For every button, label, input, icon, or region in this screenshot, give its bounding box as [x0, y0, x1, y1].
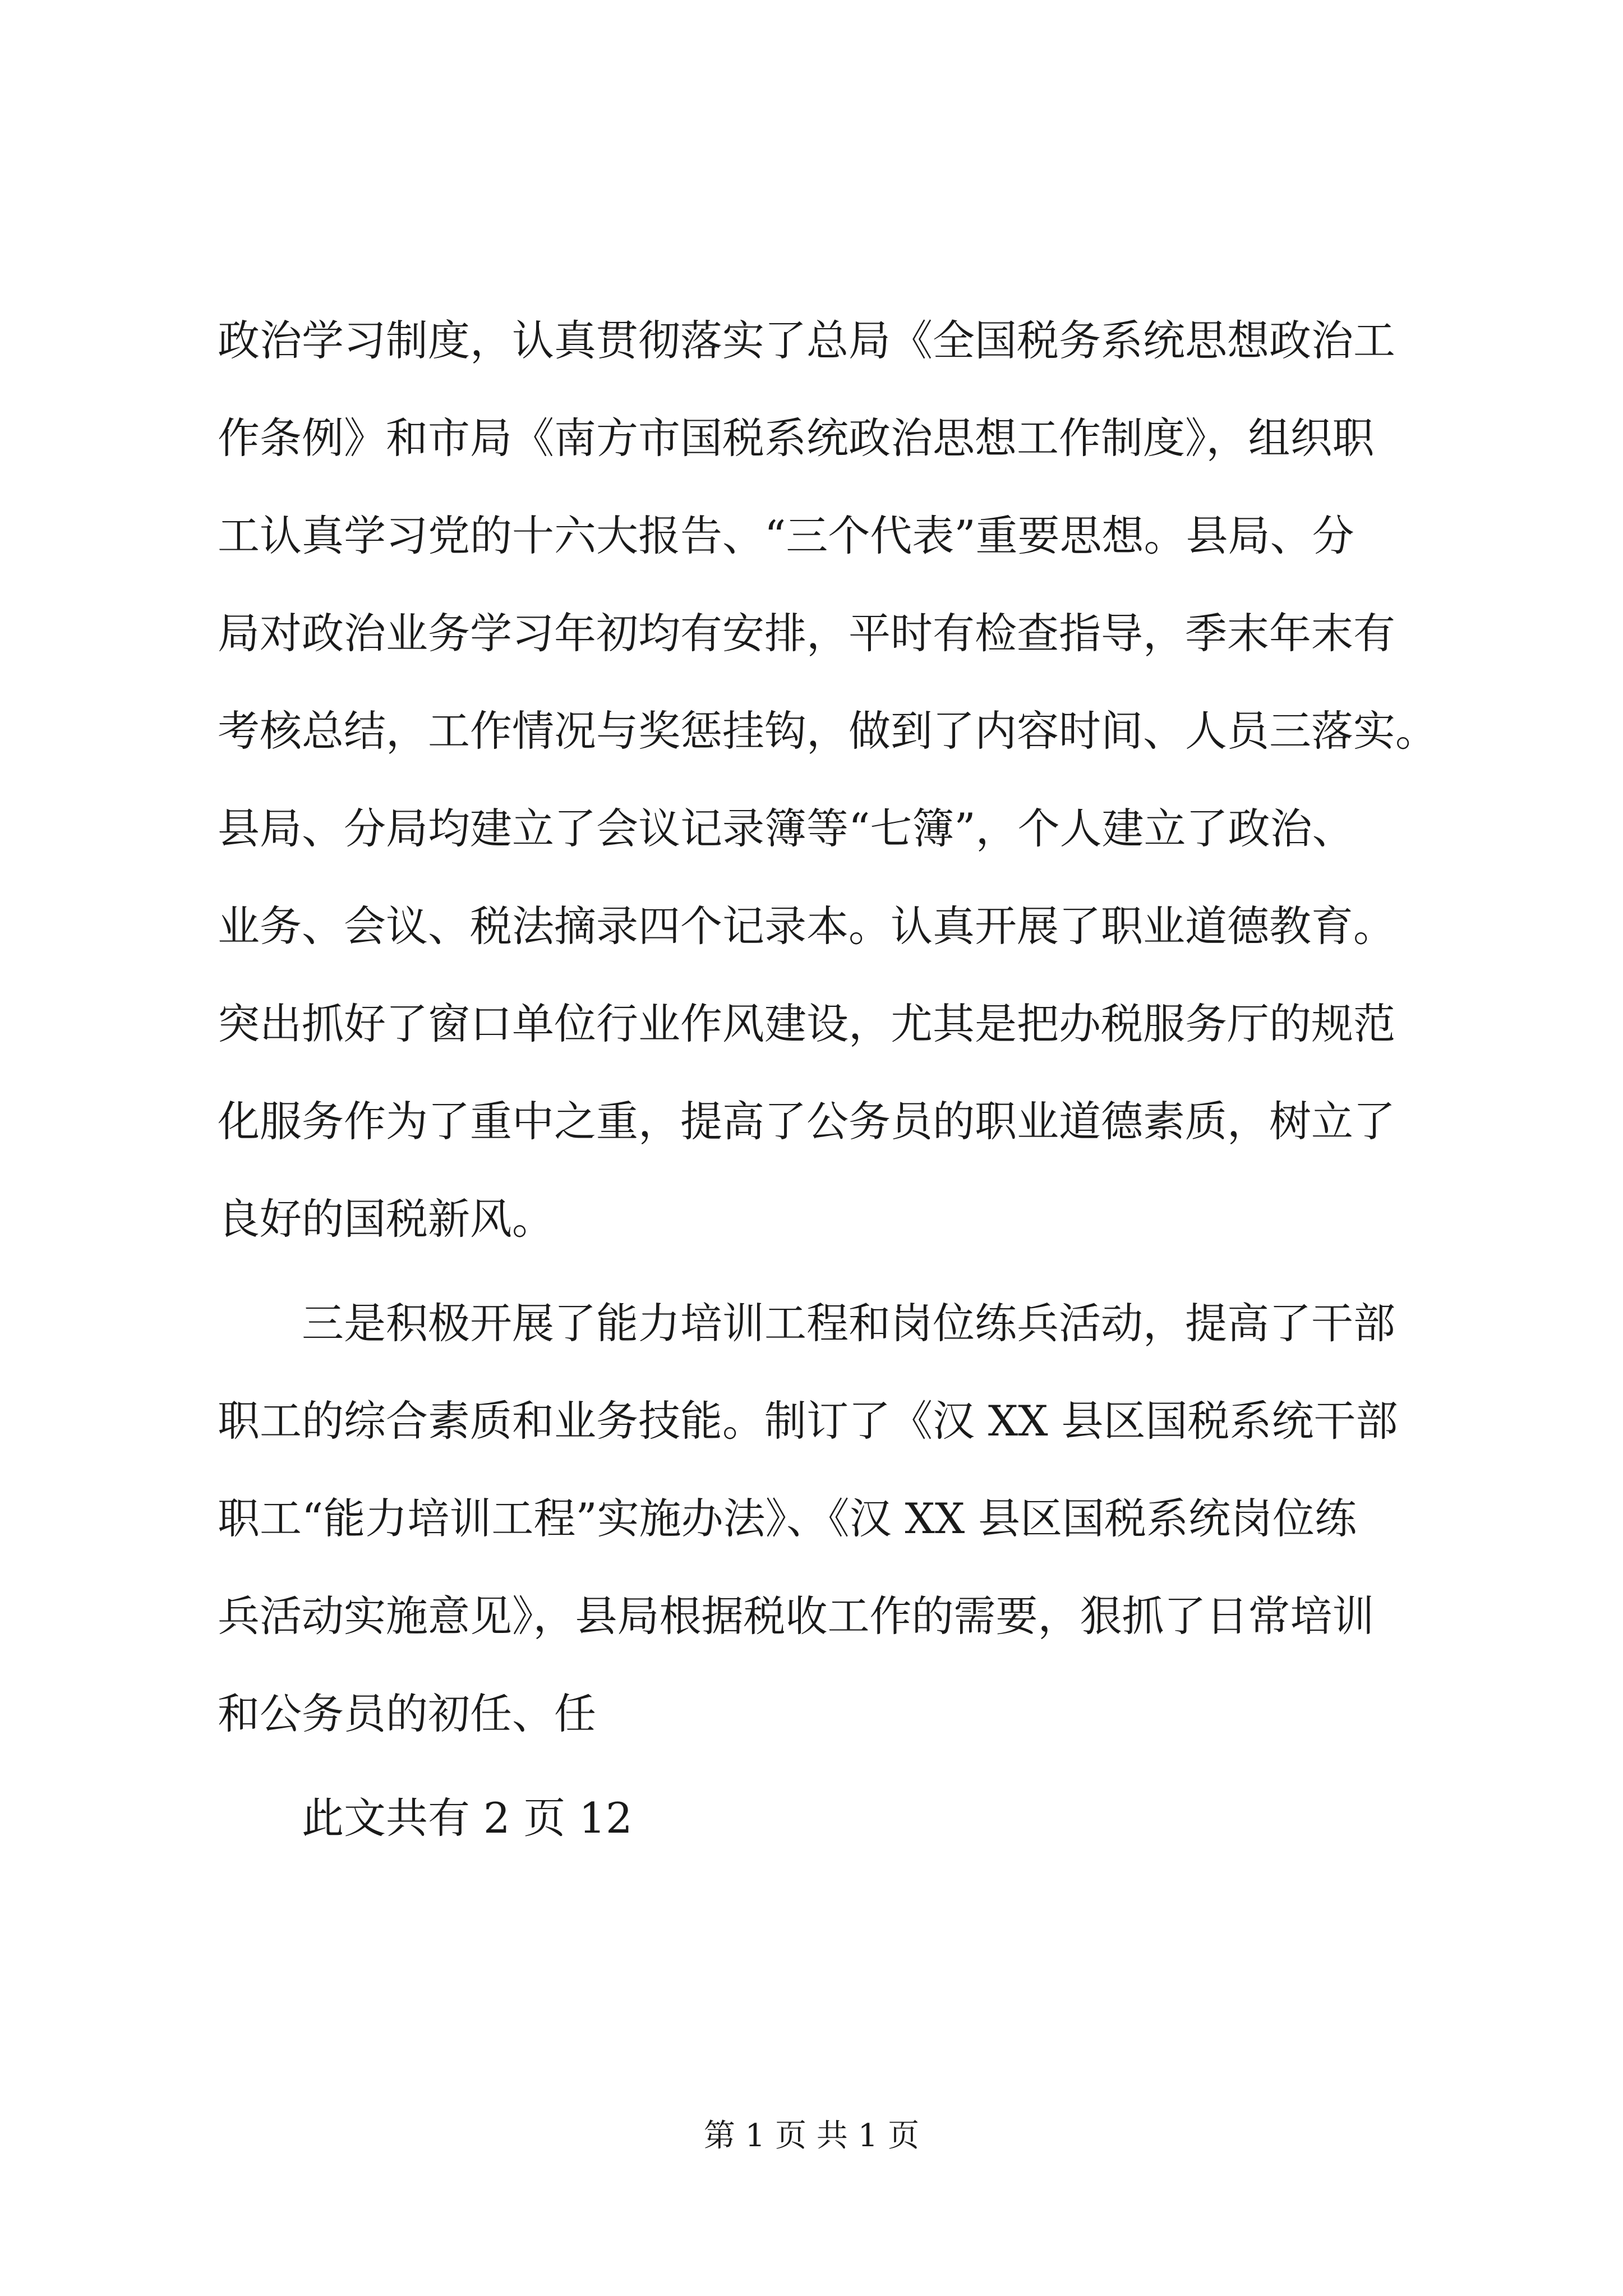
paragraph-line: 作条例》和市局《南方市国税系统政治思想工作制度》，组织职	[218, 413, 1375, 463]
paragraph-line: 职工的综合素质和业务技能。制订了《汉 XX 县区国税系统干部	[218, 1396, 1398, 1446]
paragraph-line: 兵活动实施意见》，县局根据税收工作的需要，狠抓了日常培训	[218, 1591, 1375, 1641]
page-count-text: 此文共有 2 页 12	[302, 1793, 633, 1843]
paragraph-line: 职工“能力培训工程”实施办法》、《汉 XX 县区国税系统岗位练	[218, 1494, 1357, 1543]
paragraph-line: 工认真学习党的十六大报告、“三个代表”重要思想。县局、分	[218, 511, 1354, 560]
paragraph-line: 局对政治业务学习年初均有安排，平时有检查指导，季末年末有	[218, 609, 1396, 658]
paragraph-2	[218, 1274, 1423, 1763]
paragraph-line: 考核总结，工作情况与奖惩挂钩，做到了内容时间、人员三落实。	[218, 706, 1438, 756]
paragraph-line: 化服务作为了重中之重，提高了公务员的职业道德素质，树立了	[218, 1097, 1396, 1146]
paragraph-1	[218, 292, 1438, 1268]
page-count-note	[218, 1769, 1423, 1867]
document-body	[218, 292, 1438, 1867]
page-footer	[0, 2114, 1623, 2159]
paragraph-line: 突出抓好了窗口单位行业作风建设，尤其是把办税服务厅的规范	[218, 999, 1396, 1048]
paragraph-line: 业务、会议、税法摘录四个记录本。认真开展了职业道德教育。	[218, 901, 1396, 951]
paragraph-line: 良好的国税新风。	[218, 1194, 555, 1244]
paragraph-line: 和公务员的初任、任	[218, 1689, 597, 1738]
paragraph-line: 三是积极开展了能力培训工程和岗位练兵活动，提高了干部	[302, 1299, 1396, 1348]
paragraph-line: 政治学习制度，认真贯彻落实了总局《全国税务系统思想政治工	[218, 316, 1396, 365]
footer-page-number: 第 1 页 共 1 页	[703, 2118, 920, 2154]
paragraph-line: 县局、分局均建立了会议记录簿等“七簿”，个人建立了政治、	[218, 804, 1354, 853]
